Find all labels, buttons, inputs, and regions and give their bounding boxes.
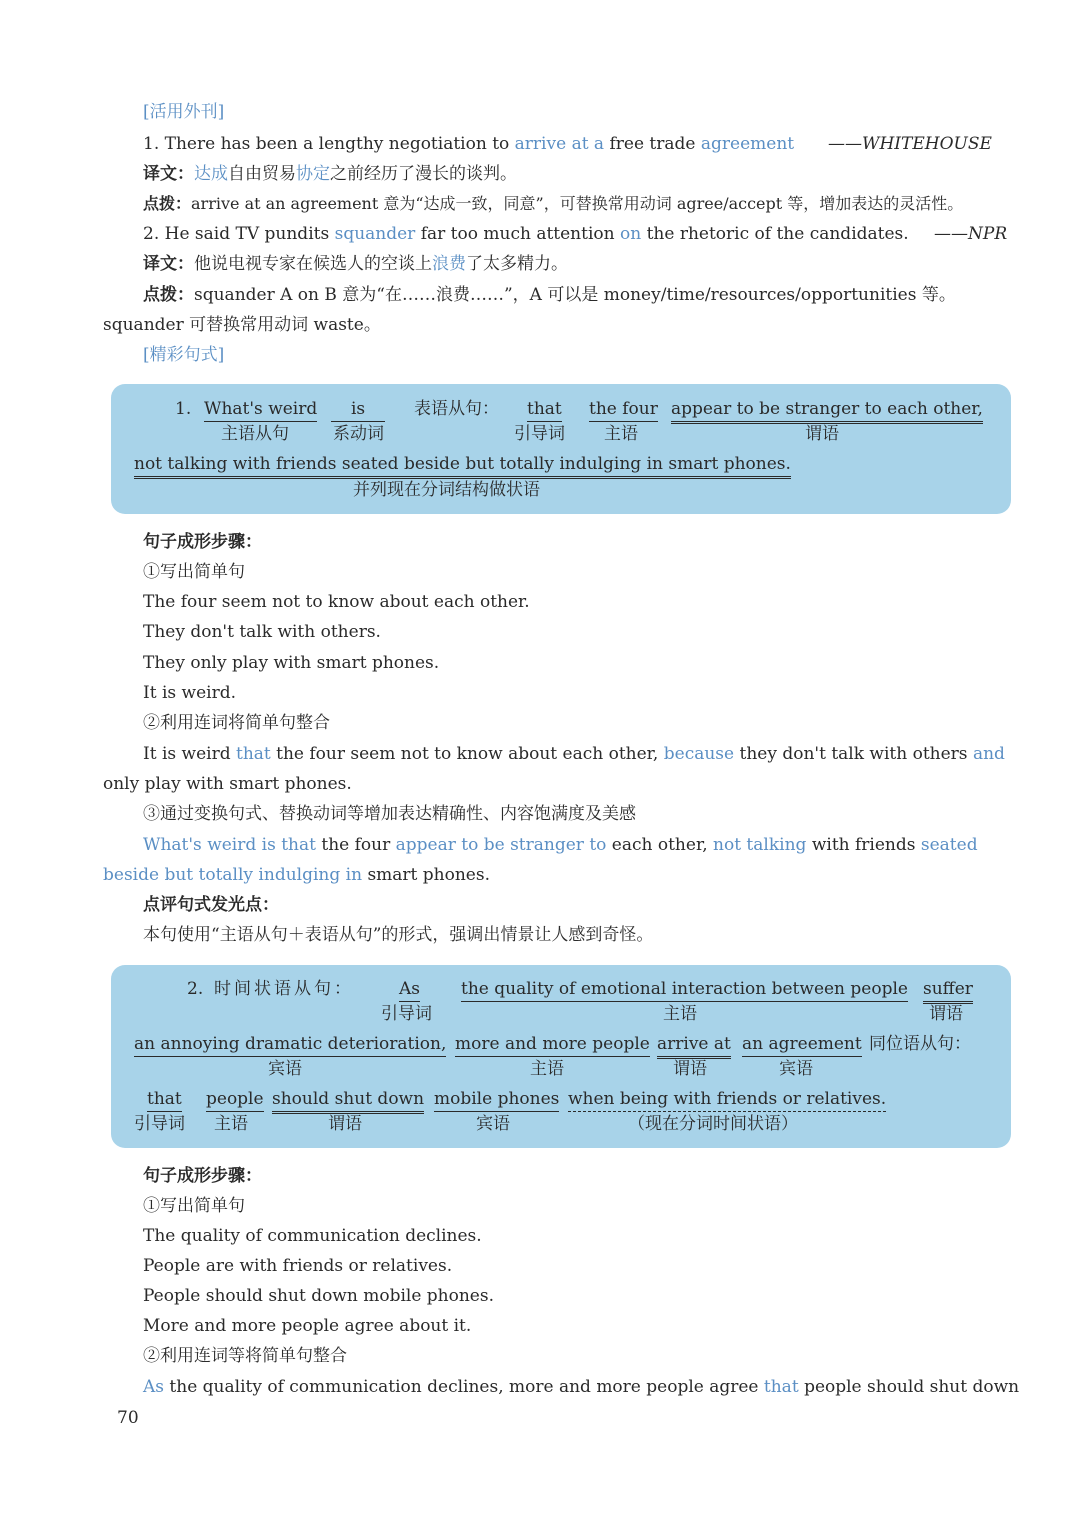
box2-word-people: people xyxy=(206,1088,264,1112)
varied-text: with friends xyxy=(811,835,916,855)
box1-participle-phrase: not talking with friends seated beside but totally indulging in smart phones. xyxy=(134,453,791,479)
box1-word-the-four: the four xyxy=(589,398,658,422)
box1-label-subject-clause: 主语从句 xyxy=(221,424,289,444)
varied-highlight: What's weird is that xyxy=(143,835,316,855)
tip-label: 点拨： xyxy=(143,285,194,305)
varied-highlight: seated xyxy=(920,835,978,855)
page-number: 70 xyxy=(117,1408,139,1428)
box2-predicate-2: arrive at xyxy=(657,1033,731,1059)
box2-label-subject-2: 主语 xyxy=(530,1059,564,1079)
steps2-simple-sentence: More and more people agree about it. xyxy=(143,1316,472,1336)
steps2-simple-sentence: The quality of communication declines. xyxy=(143,1226,482,1246)
ex1-text-1: There has been a lengthy negotiation to xyxy=(164,134,510,154)
ex2-translation xyxy=(143,252,568,276)
steps1-simple-sentence: It is weird. xyxy=(143,683,236,703)
varied-highlight: beside but totally indulging in xyxy=(103,865,363,885)
ex2-highlight-on: on xyxy=(620,224,642,244)
example-sentence-1 xyxy=(143,132,794,156)
ex1-number: 1. xyxy=(143,134,160,154)
varied-text: smart phones. xyxy=(367,865,490,885)
ex1-translation xyxy=(143,162,517,186)
box2-label-subject: 主语 xyxy=(663,1004,697,1024)
varied-highlight: appear to be stranger to xyxy=(395,835,607,855)
tip-label: 点拨： xyxy=(143,194,192,213)
box1-word-is: is xyxy=(331,398,385,422)
section-heading-brilliant-sentences: [精彩句式] xyxy=(143,345,225,365)
trans-highlight: 协定 xyxy=(296,164,330,184)
translation-label: 译文： xyxy=(143,164,194,184)
steps2-simple-sentence: People are with friends or relatives. xyxy=(143,1256,453,1276)
box2-label-object-2: 宾语 xyxy=(779,1059,813,1079)
tip-text: arrive at an agreement 意为“达成一致，同意”，可替换常用动词 agree/accept 等，增加表达的灵活性。 xyxy=(191,194,964,213)
ex2-number: 2. xyxy=(143,224,160,244)
box2-word-that: that xyxy=(147,1088,182,1112)
box1-label-linking-verb: 系动词 xyxy=(333,424,384,444)
ex2-tip-line2: squander 可替换常用动词 waste。 xyxy=(103,315,381,335)
ex2-source: ——NPR xyxy=(934,224,1008,244)
box2-word-suffer: suffer xyxy=(923,978,973,1004)
box2-intro: 时间状语从句： xyxy=(214,979,354,999)
box2-word-as: As xyxy=(399,978,420,1002)
trans-highlight: 达成 xyxy=(194,164,228,184)
ex1-source: ——WHITEHOUSE xyxy=(828,134,992,154)
tip-text: squander A on B 意为“在……浪费……”，A 可以是 money/time/resources/opportunities 等。 xyxy=(194,285,956,305)
box2-label-conjunction: 引导词 xyxy=(381,1004,432,1024)
box2-object-3: mobile phones xyxy=(434,1088,559,1112)
box2-object-2: an agreement xyxy=(742,1033,862,1057)
steps1-step2: ②利用连词将简单句整合 xyxy=(143,713,330,733)
steps2-combined-sentence xyxy=(143,1375,1019,1399)
box2-number: 2. xyxy=(187,979,204,999)
box1-word-predicate: appear to be stranger to each other, xyxy=(671,398,983,424)
steps2-step2: ②利用连词等将简单句整合 xyxy=(143,1346,347,1366)
box1-predicative-clause-label: 表语从句： xyxy=(414,399,499,419)
varied-text: each other, xyxy=(611,835,708,855)
trans-text: 了太多精力。 xyxy=(466,254,568,274)
steps2-step1: ①写出简单句 xyxy=(143,1196,245,1216)
steps1-step3: ③通过变换句式、替换动词等增加表达精确性、内容饱满度及美感 xyxy=(143,804,636,824)
trans-highlight: 浪费 xyxy=(432,254,466,274)
steps1-simple-sentence: They only play with smart phones. xyxy=(143,653,440,673)
box2-label-predicate-3: 谓语 xyxy=(328,1114,362,1134)
box2-appositive-label: 同位语从句： xyxy=(869,1034,971,1054)
steps1-simple-sentence: They don't talk with others. xyxy=(143,622,381,642)
steps1-simple-sentence: The four seem not to know about each other. xyxy=(143,592,530,612)
box2-predicate-3: should shut down xyxy=(272,1088,424,1114)
ex2-text: far too much attention xyxy=(420,224,615,244)
box2-subject-2: more and more people xyxy=(455,1033,650,1057)
box2-object-phrase: an annoying dramatic deterioration, xyxy=(134,1033,446,1057)
combined-highlight: and xyxy=(972,744,1005,764)
steps2-title: 句子成形步骤： xyxy=(143,1166,262,1186)
ex2-text: the rhetoric of the candidates. xyxy=(646,224,909,244)
steps2-simple-sentence: People should shut down mobile phones. xyxy=(143,1286,494,1306)
translation-label: 译文： xyxy=(143,254,194,274)
steps1-step1: ①写出简单句 xyxy=(143,562,245,582)
combined-text: the four seem not to know about each other, xyxy=(276,744,659,764)
trans-text: 自由贸易 xyxy=(228,164,296,184)
ex2-tip xyxy=(143,283,956,307)
comment-title: 点评句式发光点： xyxy=(143,895,279,915)
box1-label-participle: 并列现在分词结构做状语 xyxy=(353,480,540,500)
box2-label-predicate: 谓语 xyxy=(929,1004,963,1024)
combined-highlight: because xyxy=(663,744,735,764)
trans-text: 之前经历了漫长的谈判。 xyxy=(330,164,517,184)
box1-label-conjunction: 引导词 xyxy=(514,424,565,444)
box2-label-object-3: 宾语 xyxy=(476,1114,510,1134)
combined-highlight: that xyxy=(235,744,271,764)
combined-highlight: As xyxy=(143,1377,165,1397)
combined-text: It is weird xyxy=(143,744,231,764)
combined-text: the quality of communication declines, more and more people agree xyxy=(169,1377,759,1397)
ex1-text-2: free trade xyxy=(609,134,696,154)
box1-word-that: that xyxy=(527,398,562,422)
section-heading-foreign-press: [活用外刊] xyxy=(143,102,225,122)
varied-highlight: not talking xyxy=(713,835,807,855)
steps1-varied-line2 xyxy=(103,863,490,887)
box2-label-object: 宾语 xyxy=(268,1059,302,1079)
steps1-combined-line2: only play with smart phones. xyxy=(103,774,352,794)
box2-label-conjunction-2: 引导词 xyxy=(134,1114,185,1134)
combined-highlight: that xyxy=(763,1377,799,1397)
comment-text: 本句使用“主语从句＋表语从句”的形式，强调出情景让人感到奇怪。 xyxy=(143,925,654,945)
steps1-varied-sentence xyxy=(143,833,978,857)
combined-text: people should shut down xyxy=(804,1377,1020,1397)
ex2-highlight-squander: squander xyxy=(334,224,416,244)
box1-label-predicate: 谓语 xyxy=(805,424,839,444)
ex1-tip xyxy=(143,192,963,216)
box2-label-participle: （现在分词时间状语） xyxy=(628,1114,798,1134)
box1-number: 1. xyxy=(175,399,192,419)
ex1-highlight-arrive-at: arrive at a xyxy=(514,134,605,154)
box2-participle-phrase: when being with friends or relatives. xyxy=(568,1088,886,1112)
varied-text: the four xyxy=(321,835,391,855)
trans-text: 他说电视专家在候选人的空谈上 xyxy=(194,254,432,274)
box2-label-predicate-2: 谓语 xyxy=(673,1059,707,1079)
box1-label-subject: 主语 xyxy=(604,424,638,444)
box1-word-whats-weird: What's weird xyxy=(204,398,317,422)
ex1-highlight-agreement: agreement xyxy=(700,134,795,154)
steps1-combined-sentence xyxy=(143,742,1005,766)
box2-subject-phrase: the quality of emotional interaction between people xyxy=(461,978,908,1002)
steps1-title: 句子成形步骤： xyxy=(143,532,262,552)
example-sentence-2 xyxy=(143,222,909,246)
box2-label-subject-3: 主语 xyxy=(214,1114,248,1134)
ex2-text: He said TV pundits xyxy=(164,224,330,244)
combined-text: they don't talk with others xyxy=(739,744,968,764)
